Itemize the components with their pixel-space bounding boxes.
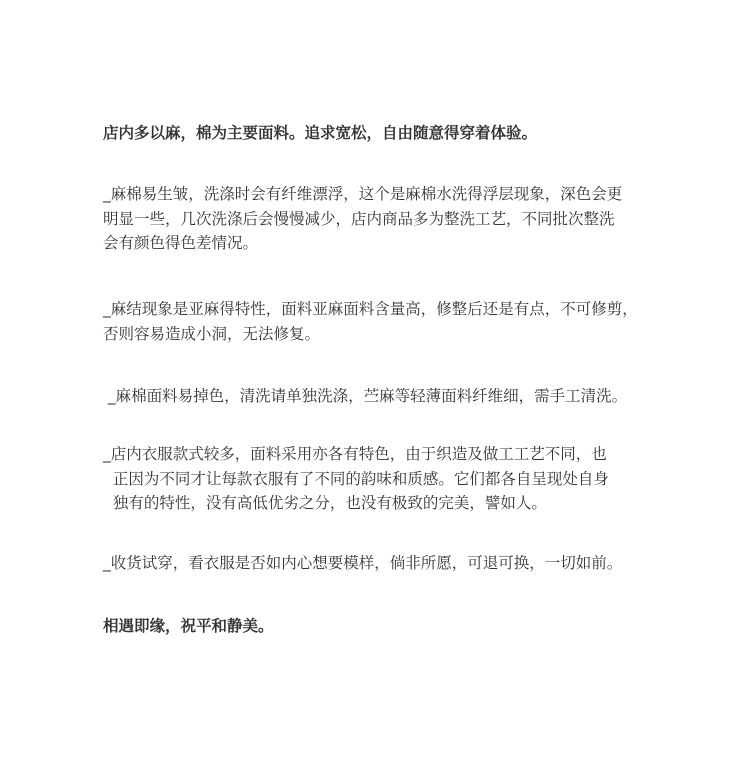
- linen-knot-paragraph: [103, 297, 694, 346]
- styles-paragraph: [103, 442, 694, 516]
- linen-wrinkle-line-2: 明显一些，几次洗涤后会慢慢减少，店内商品多为整洗工艺，不同批次整洗: [103, 209, 615, 228]
- styles-line-1: _店内衣服款式较多，面料采用亦各有特色，由于织造及做工工艺不同，也: [103, 445, 607, 463]
- closing-line: 相遇即缘，祝平和静美。: [103, 617, 274, 635]
- linen-knot-line-2: 否则容易造成小洞，无法修复。: [103, 324, 321, 343]
- return-policy-line-1: _收货试穿，看衣服是否如内心想要模样，倘非所愿，可退可换，一切如前。: [103, 554, 623, 572]
- styles-line-2: 正因为不同才让每款衣服有了不同的韵味和质感。它们都各自呈现处自身: [103, 469, 609, 488]
- return-policy-paragraph: [103, 551, 694, 576]
- intro-line: 店内多以麻，棉为主要面料。追求宽松，自由随意得穿着体验。: [103, 124, 538, 142]
- closing-paragraph: [103, 614, 694, 639]
- linen-wrinkle-paragraph: [103, 182, 694, 256]
- fading-line-1: _麻棉面料易掉色，清洗请单独洗涤，苎麻等轻薄面料纤维细，需手工清洗。: [103, 387, 628, 405]
- linen-knot-line-1: _麻结现象是亚麻得特性，面料亚麻面料含量高，修整后还是有点，不可修剪，: [103, 300, 638, 318]
- fading-paragraph: [103, 384, 694, 409]
- styles-line-3: 独有的特性，没有高低优劣之分，也没有极致的完美，譬如人。: [103, 494, 547, 512]
- linen-wrinkle-line-3: 会有颜色得色差情况。: [103, 234, 259, 252]
- intro-paragraph: [103, 121, 694, 146]
- linen-wrinkle-line-1: _麻棉易生皱，洗涤时会有纤维漂浮，这个是麻棉水洗得浮层现象，深色会更: [103, 185, 623, 203]
